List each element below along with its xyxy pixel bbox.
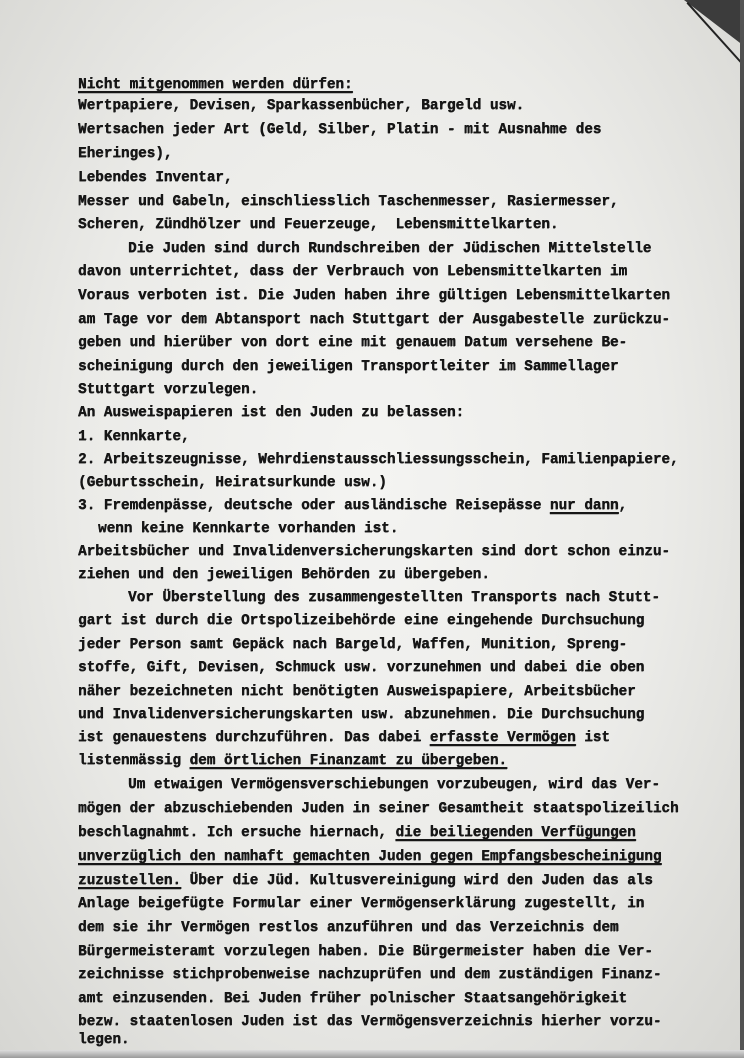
text-segment: 3. Fremdenpässe, deutsche oder ausländische Reisepässe [78,498,550,514]
text-line: An Ausweispapieren ist den Juden zu belassen: [78,405,465,421]
text-line: Voraus verboten ist. Die Juden haben ihre gültigen Lebensmittelkarten [78,288,670,304]
text-line: legen. [78,1032,130,1048]
text-segment: ist [575,730,610,746]
text-segment: ist genauestens durchzuführen. Das dabei [78,730,430,746]
text-line: amt einzusenden. Bei Juden früher polnischer Staatsangehörigkeit [78,991,628,1007]
list-item: 1. Kennkarte, [78,429,190,445]
text-line: (Geburtsschein, Heiratsurkunde usw.) [78,475,387,491]
underlined-line: unverzüglich den namhaft gemachten Juden gegen Empfangsbescheinigung [78,849,662,865]
text-line: Wertsachen jeder Art (Geld, Silber, Platin - mit Ausnahme des [78,122,602,138]
underlined-phrase: die beiliegenden Verfügungen [395,825,636,841]
text-line: Stuttgart vorzulegen. [78,382,259,398]
section-heading: Nicht mitgenommen werden dürfen: [78,77,353,93]
text-line: Lebendes Inventar, [78,170,233,186]
text-line: Scheren, Zündhölzer und Feuerzeuge, Lebensmittelkarten. [78,217,559,233]
text-line: stoffe, Gift, Devisen, Schmuck usw. vorzunehmen und dabei die oben [78,660,645,676]
text-line: geben und hierüber von dort eine mit genauem Datum versehene Be- [78,335,628,351]
text-line: bezw. staatenlosen Juden ist das Vermögensverzeichnis hierher vorzu- [78,1014,662,1030]
text-line [78,729,610,747]
text-line [78,824,636,842]
text-line: davon unterrichtet, dass der Verbrauch von Lebensmittelkarten im [78,264,628,280]
underlined-phrase: dem örtlichen Finanzamt zu übergeben. [189,753,507,769]
text-line [78,872,653,890]
text-line: Anlage beigefügte Formular einer Vermögenserklärung zugestellt, in [78,896,645,912]
text-line: und Invalidenversicherungskarten usw. abzunehmen. Die Durchsuchung [78,707,645,723]
underlined-phrase: zuzustellen. [78,873,181,889]
text-line: näher bezeichneten nicht benötigten Ausweispapiere, Arbeitsbücher [78,684,636,700]
text-line: wenn keine Kennkarte vorhanden ist. [98,521,399,537]
text-line: mögen der abzuschiebenden Juden in seiner Gesamtheit staatspolizeilich [78,801,679,817]
text-line: scheinigung durch den jeweiligen Transportleiter im Sammellager [78,359,619,375]
list-item: 2. Arbeitszeugnisse, Wehrdienstausschliessungsschein, Familienpapiere, [78,452,679,468]
text-line: Um etwaigen Vermögensverschiebungen vorzubeugen, wird das Ver- [128,777,660,793]
text-line: zeichnisse stichprobenweise nachzuprüfen und dem zuständigen Finanz- [78,967,662,983]
text-segment: beschlagnahmt. Ich ersuche hiernach, [78,825,396,841]
text-line: Vor Überstellung des zusammengestellten Transports nach Stutt- [128,590,660,606]
text-line: Eheringes), [78,146,173,162]
text-line: Arbeitsbücher und Invalidenversicherungskarten sind dort schon einzu- [78,544,670,560]
text-line: dem sie ihr Vermögen restlos anzuführen und das Verzeichnis dem [78,920,619,936]
text-line: Wertpapiere, Devisen, Sparkassenbücher, Bargeld usw. [78,98,525,114]
text-line: Bürgermeisteramt vorzulegen haben. Die Bürgermeister haben die Ver- [78,944,653,960]
text-line: Die Juden sind durch Rundschreiben der Jüdischen Mittelstelle [128,241,652,257]
page-edge-shadow [740,0,744,1058]
text-segment: listenmässig [78,753,190,769]
list-item [78,497,627,515]
text-line [78,752,507,770]
text-line: am Tage vor dem Abtansport nach Stuttgart der Ausgabestelle zurückzu- [78,312,670,328]
page-bottom-edge [0,1050,744,1058]
text-line: ziehen und den jeweiligen Behörden zu übergeben. [78,567,490,583]
underlined-phrase: erfasste Vermögen [429,730,576,746]
text-line: Messer und Gabeln, einschliesslich Taschenmesser, Rasiermesser, [78,194,619,210]
text-line: jeder Person samt Gepäck nach Bargeld, Waffen, Munition, Spreng- [78,637,628,653]
underlined-phrase: nur dann [549,498,619,514]
text-line: gart ist durch die Ortspolizeibehörde eine eingehende Durchsuchung [78,613,645,629]
text-segment: Über die Jüd. Kultusvereinigung wird den Juden das als [180,873,653,889]
text-segment: , [618,498,628,514]
